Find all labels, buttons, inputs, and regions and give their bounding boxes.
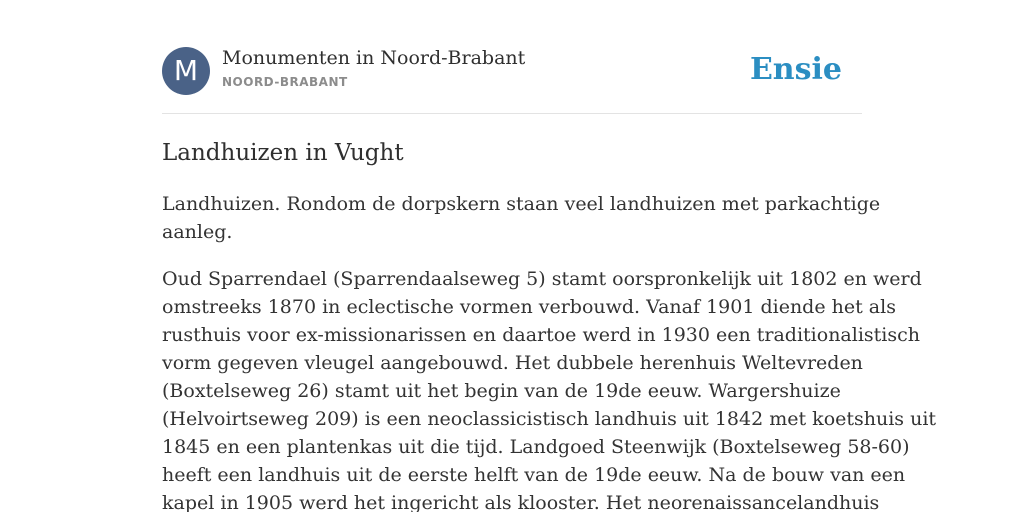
paragraph-line: (Helvoirtseweg 209) is een neoclassicistisch landhuis uit 1842 met koetshuis uit	[162, 408, 937, 430]
paragraph-line: kapel in 1905 werd het ingericht als klooster. Het neorenaissancelandhuis	[162, 492, 880, 512]
ensie-logo[interactable]: Ensie	[749, 52, 842, 87]
paragraph-line: omstreeks 1870 in eclectische vormen verbouwd. Vanaf 1901 diende het als	[162, 296, 896, 318]
header	[162, 46, 862, 96]
paragraph-line: Landhuizen. Rondom de dorpskern staan veel landhuizen met parkachtige	[162, 193, 881, 215]
paragraph-line: (Boxtelseweg 26) stamt uit het begin van de 19de eeuw. Wargershuize	[162, 380, 841, 402]
paragraph-line: heeft een landhuis uit de eerste helft van de 19de eeuw. Na de bouw van een	[162, 464, 906, 486]
article-paragraph-1	[162, 190, 881, 246]
header-title[interactable]: Monumenten in Noord-Brabant	[222, 47, 526, 69]
paragraph-line: Oud Sparrendael (Sparrendaalseweg 5) stamt oorspronkelijk uit 1802 en werd	[162, 268, 922, 290]
header-divider	[162, 113, 862, 114]
paragraph-line: vorm gegeven vleugel aangebouwd. Het dubbele herenhuis Weltevreden	[162, 352, 863, 374]
avatar[interactable]: M	[162, 47, 210, 95]
page	[162, 0, 937, 512]
paragraph-line: aanleg.	[162, 221, 233, 243]
paragraph-line: rusthuis voor ex-missionarissen en daartoe werd in 1930 een traditionalistisch	[162, 324, 921, 346]
article-title: Landhuizen in Vught	[162, 140, 404, 166]
header-subtitle[interactable]: NOORD-BRABANT	[222, 75, 348, 89]
paragraph-line: 1845 en een plantenkas uit die tijd. Landgoed Steenwijk (Boxtelseweg 58-60)	[162, 436, 910, 458]
article-paragraph-2	[162, 265, 937, 512]
